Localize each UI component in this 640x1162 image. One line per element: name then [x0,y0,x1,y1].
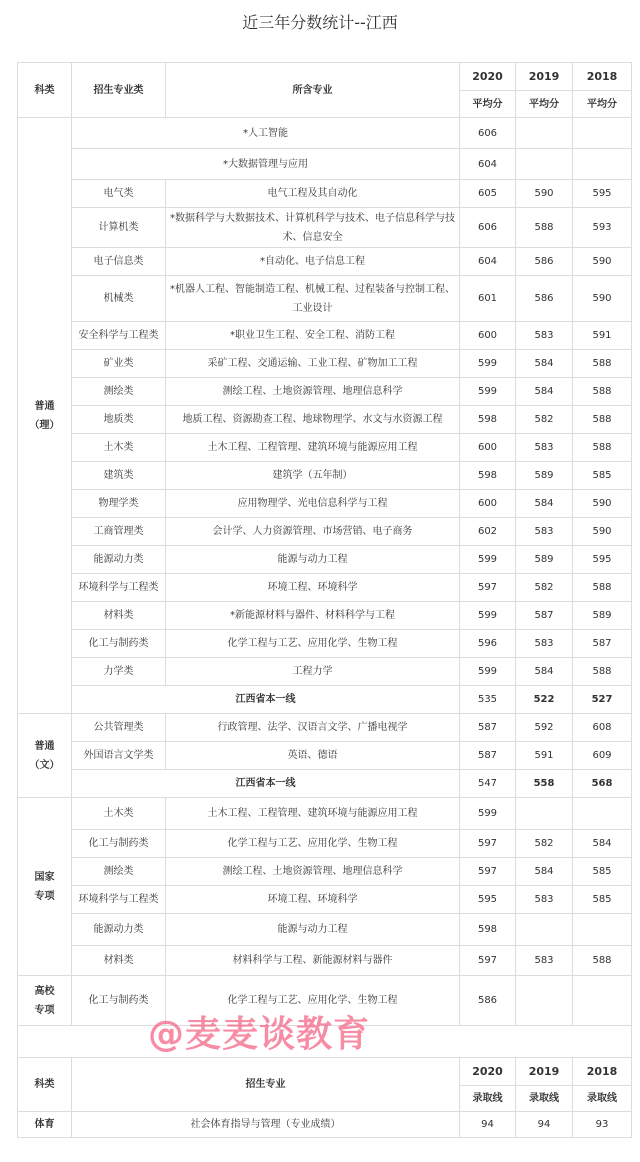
score-cell: 599 [460,546,516,574]
sport-header-category: 科类 [18,1058,72,1112]
score-cell: 584 [516,490,573,518]
major-class-cell: 化工与制药类 [72,630,166,658]
score-cell: 595 [573,180,632,208]
major-class-cell: 电气类 [72,180,166,208]
major-class-cell: 物理学类 [72,490,166,518]
cutoff-score: 535 [460,686,516,714]
score-cell: 604 [460,149,516,180]
score-cell: 596 [460,630,516,658]
table-row [18,630,632,658]
sport-category: 体育 [18,1112,72,1138]
score-cell: 585 [573,462,632,490]
table-row [18,546,632,574]
header-avg: 平均分 [460,91,516,118]
sport-header-line: 录取线 [573,1086,632,1112]
score-cell: 584 [516,378,573,406]
table-row [18,518,632,546]
majors-cell: 应用物理学、光电信息科学与工程 [166,490,460,518]
major-class-cell: 矿业类 [72,350,166,378]
score-cell [516,976,573,1026]
score-cell: 587 [516,602,573,630]
majors-cell: 土木工程、工程管理、建筑环境与能源应用工程 [166,798,460,830]
majors-cell: 工程力学 [166,658,460,686]
table-row [18,858,632,886]
major-class-cell: 化工与制药类 [72,830,166,858]
score-cell: 593 [573,208,632,248]
score-cell: 588 [573,434,632,462]
watermark: @麦麦谈教育 [148,1014,371,1055]
score-cell: 586 [460,976,516,1026]
score-cell: 590 [573,490,632,518]
score-cell: 598 [460,462,516,490]
sport-score: 94 [460,1112,516,1138]
major-class-cell: 能源动力类 [72,914,166,946]
majors-cell: 采矿工程、交通运输、工业工程、矿物加工工程 [166,350,460,378]
score-cell: 609 [573,742,632,770]
major-class-cell: 环境科学与工程类 [72,574,166,602]
score-cell [573,118,632,149]
score-cell: 588 [573,946,632,976]
sport-major: 社会体育指导与管理（专业成绩） [72,1112,460,1138]
table-row [18,714,632,742]
score-cell: 583 [516,886,573,914]
score-cell: 589 [516,462,573,490]
score-cell: 589 [516,546,573,574]
majors-cell: 行政管理、法学、汉语言文学、广播电视学 [166,714,460,742]
score-cell: 598 [460,914,516,946]
score-cell: 588 [573,574,632,602]
majors-cell: 环境工程、环境科学 [166,886,460,914]
score-cell: 588 [516,208,573,248]
table-row [18,770,632,798]
table-row [18,322,632,350]
table-row [18,276,632,322]
score-cell [516,118,573,149]
table-row [18,602,632,630]
category-cell: 普通 （文） [18,714,72,798]
cutoff-score: 527 [573,686,632,714]
majors-cell: 英语、德语 [166,742,460,770]
majors-cell: 化学工程与工艺、应用化学、生物工程 [166,830,460,858]
score-table [17,62,632,1138]
score-cell: 584 [573,830,632,858]
cutoff-score: 547 [460,770,516,798]
score-cell: 582 [516,830,573,858]
score-cell: 597 [460,946,516,976]
majors-cell: 材料科学与工程、新能源材料与器件 [166,946,460,976]
major-class-cell: 计算机类 [72,208,166,248]
table-row [18,686,632,714]
score-cell: 601 [460,276,516,322]
score-cell [573,976,632,1026]
score-cell: 582 [516,406,573,434]
score-cell: 606 [460,118,516,149]
score-cell [516,149,573,180]
score-cell: 585 [573,858,632,886]
header-major-class: 招生专业类 [72,63,166,118]
major-class-cell: 工商管理类 [72,518,166,546]
majors-cell: 电气工程及其自动化 [166,180,460,208]
majors-cell: 地质工程、资源勘查工程、地球物理学、水文与水资源工程 [166,406,460,434]
score-cell: 604 [460,248,516,276]
majors-cell: *新能源材料与器件、材料科学与工程 [166,602,460,630]
sport-score: 94 [516,1112,573,1138]
table-row [18,574,632,602]
score-cell [516,914,573,946]
score-cell: 606 [460,208,516,248]
header-year: 2018 [573,63,632,91]
major-class-cell: 公共管理类 [72,714,166,742]
header-category: 科类 [18,63,72,118]
score-cell: 597 [460,574,516,602]
major-class-cell: 环境科学与工程类 [72,886,166,914]
score-cell: 591 [573,322,632,350]
major-class-cell: 能源动力类 [72,546,166,574]
cutoff-score: 558 [516,770,573,798]
table-row [18,1058,632,1086]
table-row [18,886,632,914]
major-class-cell: 外国语言文学类 [72,742,166,770]
majors-cell: 会计学、人力资源管理、市场营销、电子商务 [166,518,460,546]
table-row [18,914,632,946]
major-class-cell: 机械类 [72,276,166,322]
table-row [18,350,632,378]
table-row [18,462,632,490]
score-cell: 600 [460,434,516,462]
cutoff-score: 522 [516,686,573,714]
sport-header-line: 录取线 [460,1086,516,1112]
score-cell: 587 [573,630,632,658]
score-cell: 585 [573,886,632,914]
score-cell: 590 [573,518,632,546]
major-class-cell: 测绘类 [72,378,166,406]
majors-cell: 化学工程与工艺、应用化学、生物工程 [166,976,460,1026]
table-row [18,946,632,976]
table-row [18,490,632,518]
sport-score: 93 [573,1112,632,1138]
score-cell: 595 [573,546,632,574]
score-cell: 586 [516,248,573,276]
major-class-cell: 化工与制药类 [72,976,166,1026]
score-cell: 586 [516,276,573,322]
table-row [18,118,632,149]
score-cell: 600 [460,322,516,350]
score-cell: 605 [460,180,516,208]
cutoff-score: 568 [573,770,632,798]
cutoff-line-label: 江西省本一线 [72,686,460,714]
score-cell: 583 [516,434,573,462]
major-class-cell: 地质类 [72,406,166,434]
score-cell: 599 [460,602,516,630]
major-class-cell: 力学类 [72,658,166,686]
score-cell: 597 [460,858,516,886]
score-cell: 590 [573,276,632,322]
majors-cell: 建筑学（五年制） [166,462,460,490]
majors-cell: 化学工程与工艺、应用化学、生物工程 [166,630,460,658]
score-cell: 584 [516,858,573,886]
score-cell: 599 [460,350,516,378]
table-row [18,378,632,406]
table-row [18,180,632,208]
table-row [18,149,632,180]
table-row [18,798,632,830]
major-class-cell: 材料类 [72,602,166,630]
table-row [18,658,632,686]
score-cell [573,914,632,946]
score-cell: 599 [460,658,516,686]
score-cell: 588 [573,378,632,406]
category-cell: 国家 专项 [18,798,72,976]
table-row [18,1112,632,1138]
score-cell: 583 [516,322,573,350]
score-cell: 590 [573,248,632,276]
score-cell: 590 [516,180,573,208]
major-class-cell: 土木类 [72,434,166,462]
majors-cell: *机器人工程、智能制造工程、机械工程、过程装备与控制工程、工业设计 [166,276,460,322]
score-cell: 597 [460,830,516,858]
score-cell: 583 [516,946,573,976]
score-cell: 582 [516,574,573,602]
score-cell: 600 [460,490,516,518]
header-year: 2019 [516,63,573,91]
majors-cell: *职业卫生工程、安全工程、消防工程 [166,322,460,350]
majors-cell: 测绘工程、土地资源管理、地理信息科学 [166,378,460,406]
major-class-cell: 电子信息类 [72,248,166,276]
score-cell: 602 [460,518,516,546]
page-title: 近三年分数统计--江西 [242,13,398,32]
majors-cell: *自动化、电子信息工程 [166,248,460,276]
major-class-cell: 材料类 [72,946,166,976]
score-cell: 584 [516,350,573,378]
sport-header-line: 录取线 [516,1086,573,1112]
score-cell: 583 [516,518,573,546]
major-class-cell: 土木类 [72,798,166,830]
majors-cell: 能源与动力工程 [166,914,460,946]
category-cell: 普通 （理） [18,118,72,714]
sport-header-year: 2020 [460,1058,516,1086]
score-cell: 599 [460,378,516,406]
header-avg: 平均分 [516,91,573,118]
score-cell: 584 [516,658,573,686]
table-row [18,830,632,858]
sport-header-major: 招生专业 [72,1058,460,1112]
score-cell: 587 [460,714,516,742]
major-class-cell: 建筑类 [72,462,166,490]
score-cell [573,798,632,830]
majors-cell: *人工智能 [72,118,460,149]
score-cell: 588 [573,406,632,434]
major-class-cell: 安全科学与工程类 [72,322,166,350]
table-row [18,208,632,248]
score-cell: 589 [573,602,632,630]
score-cell: 587 [460,742,516,770]
majors-cell: 土木工程、工程管理、建筑环境与能源应用工程 [166,434,460,462]
score-cell: 595 [460,886,516,914]
majors-cell: 环境工程、环境科学 [166,574,460,602]
sport-header-year: 2019 [516,1058,573,1086]
majors-cell: *数据科学与大数据技术、计算机科学与技术、电子信息科学与技术、信息安全 [166,208,460,248]
score-cell: 592 [516,714,573,742]
category-cell: 高校 专项 [18,976,72,1026]
score-cell: 591 [516,742,573,770]
score-cell: 583 [516,630,573,658]
sport-header-year: 2018 [573,1058,632,1086]
majors-cell: *大数据管理与应用 [72,149,460,180]
header-avg: 平均分 [573,91,632,118]
score-cell: 599 [460,798,516,830]
header-year: 2020 [460,63,516,91]
table-row [18,406,632,434]
table-row [18,63,632,91]
score-cell [516,798,573,830]
score-cell [573,149,632,180]
cutoff-line-label: 江西省本一线 [72,770,460,798]
table-row [18,742,632,770]
major-class-cell: 测绘类 [72,858,166,886]
majors-cell: 能源与动力工程 [166,546,460,574]
score-cell: 588 [573,350,632,378]
score-cell: 608 [573,714,632,742]
table-row [18,248,632,276]
score-cell: 598 [460,406,516,434]
header-majors: 所含专业 [166,63,460,118]
table-row [18,434,632,462]
majors-cell: 测绘工程、土地资源管理、地理信息科学 [166,858,460,886]
score-cell: 588 [573,658,632,686]
